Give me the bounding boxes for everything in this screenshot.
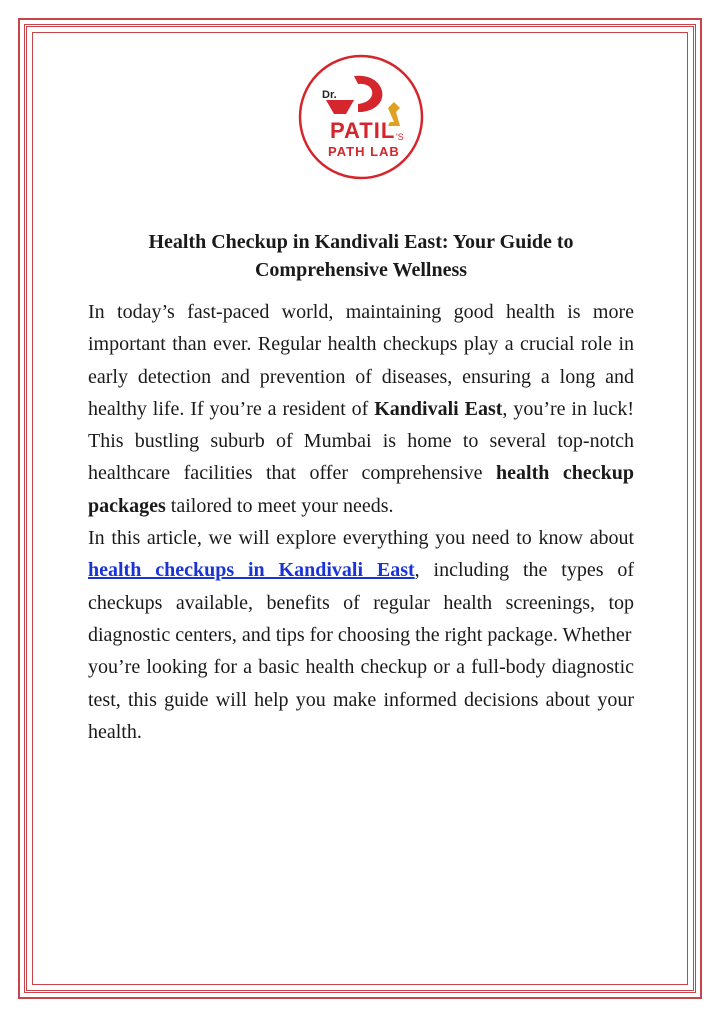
- paragraph-overview: [88, 522, 634, 651]
- logo-dr-text: Dr.: [322, 89, 337, 101]
- logo-s-text: 'S: [396, 132, 404, 142]
- logo-patil-text: PATIL: [330, 118, 396, 143]
- intro-text-a: In today’s fast-paced world, maintaining good health is more important than ever. Regular health checkups play a crucial role in early detection and prevention of diseases, ensuring a long and healthy life. If you’re a resident of: [88, 301, 634, 420]
- article-title: [88, 228, 634, 284]
- health-checkups-link[interactable]: health checkups in Kandivali East: [88, 559, 415, 582]
- logo-path-lab-text: PATH LAB: [328, 144, 400, 159]
- title-line-2: Comprehensive Wellness: [254, 259, 468, 281]
- dr-patils-path-lab-logo: [296, 52, 426, 182]
- article-body: [88, 296, 634, 748]
- intro-text-b: , you’re in luck! This bustling suburb of Mumbai is home to several top-notch healthcare facilities that offer comprehensive: [88, 397, 634, 485]
- paragraph-intro: [88, 296, 634, 522]
- overview-text-a: In this article, we will explore everything you need to know about: [88, 527, 634, 550]
- title-line-1: Health Checkup in Kandivali East: Your Guide to: [148, 231, 574, 253]
- packages-highlight: health checkup packages: [88, 462, 634, 517]
- paragraph-closing: you’re looking for a basic health checkup or a full-body diagnostic test, this guide will help you make informed decisions about your health.: [88, 656, 634, 743]
- intro-text-c: tailored to meet your needs.: [165, 494, 394, 517]
- location-highlight: Kandivali East: [374, 397, 503, 420]
- overview-text-b: , including the types of checkups available, benefits of regular health screenings, top diagnostic centers, and tips for choosing the right package. Whether: [88, 559, 635, 646]
